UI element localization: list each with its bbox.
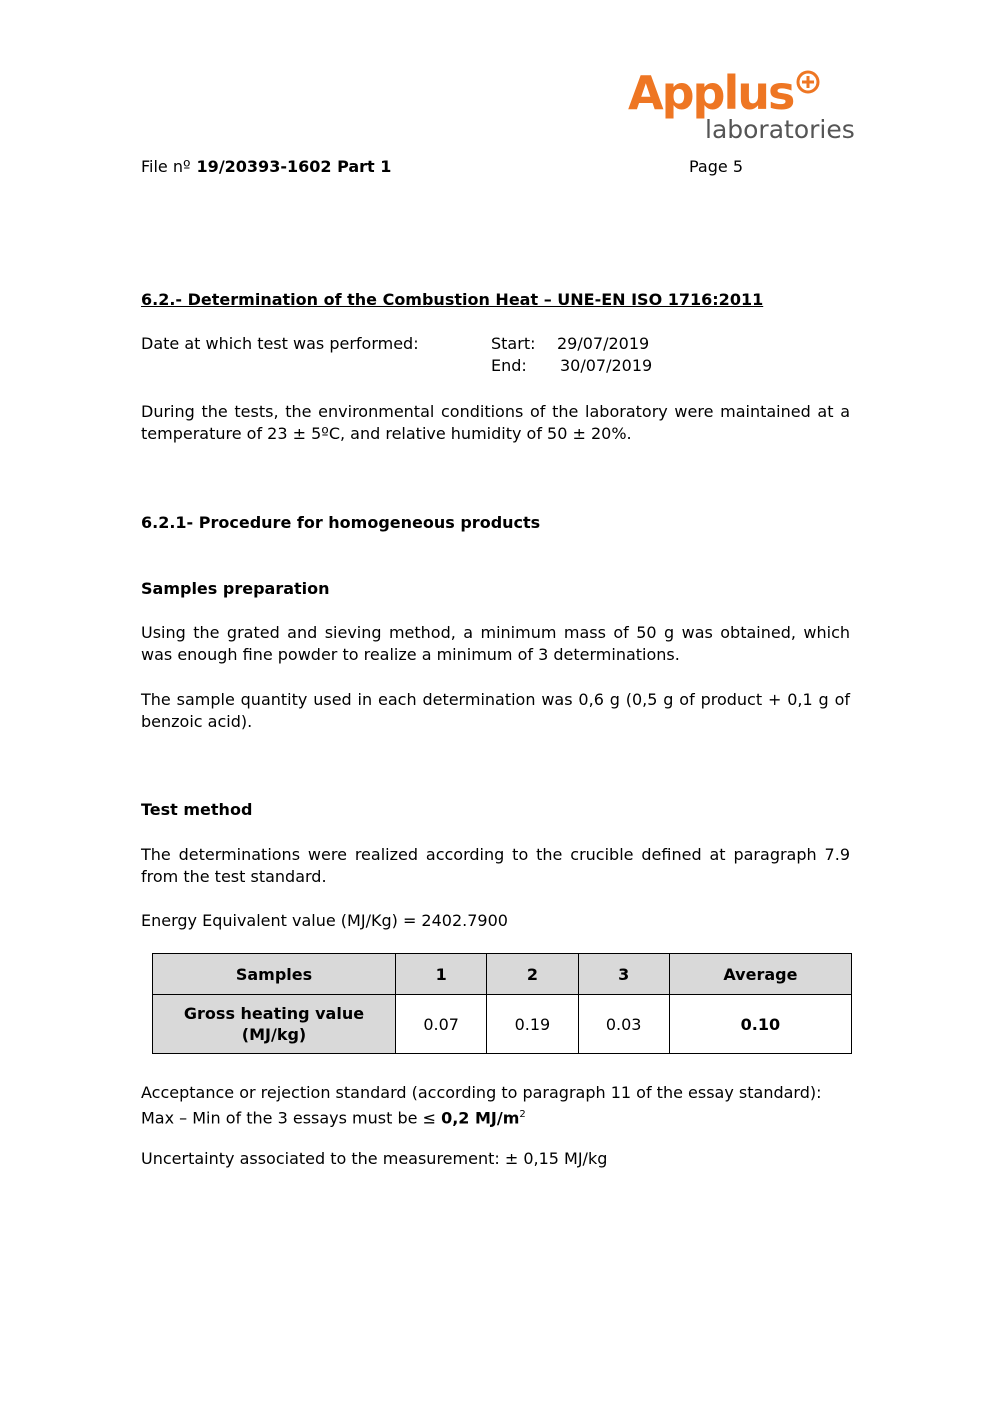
table-row (153, 995, 852, 1054)
file-label: File nº (141, 157, 191, 176)
table-header-cell: Samples (153, 954, 396, 995)
logo-main-text: Applus (628, 66, 794, 120)
applus-logo (628, 66, 858, 150)
row-label-line2: (MJ/kg) (241, 1025, 307, 1044)
row-label (153, 995, 396, 1054)
file-number-value: 19/20393-1602 Part 1 (196, 157, 392, 176)
end-date: 30/07/2019 (560, 356, 653, 375)
table-header-cell: 1 (396, 954, 487, 995)
acceptance-value: 0,2 MJ/m (441, 1108, 520, 1128)
section-title: 6.2.- Determination of the Combustion Heat – UNE-EN ISO 1716:2011 (141, 290, 764, 309)
test-method-text: The determinations were realized according to the crucible defined at paragraph 7.9 from the test standard. (141, 845, 850, 886)
end-label: End: (491, 356, 527, 375)
energy-equivalent-text: Energy Equivalent value (MJ/Kg) = 2402.7900 (141, 911, 508, 930)
start-date: 29/07/2019 (557, 334, 650, 353)
samples-prep-text-1: Using the grated and sieving method, a minimum mass of 50 g was obtained, which was enough fine powder to realize a minimum of 3 determinations. (141, 623, 850, 664)
page-number: Page 5 (689, 157, 743, 176)
acceptance-text-1: Acceptance or rejection standard (according to paragraph 11 of the essay standard): (141, 1083, 822, 1102)
table-header-cell: 2 (487, 954, 578, 995)
table-cell: 0.07 (396, 995, 487, 1054)
samples-prep-title: Samples preparation (141, 579, 330, 598)
acceptance-sup: 2 (519, 1109, 526, 1120)
test-method-title: Test method (141, 800, 253, 819)
average-cell: 0.10 (669, 995, 851, 1054)
row-label-line1: Gross heating value (183, 1004, 365, 1023)
table-header-cell: 3 (578, 954, 669, 995)
table-header-cell: Average (669, 954, 851, 995)
env-conditions-text: During the tests, the environmental conditions of the laboratory were maintained at a temperature of 23 ± 5ºC, and relative humidity of 50 ± 20%. (141, 402, 850, 443)
start-label: Start: (491, 334, 536, 353)
file-number (141, 157, 391, 176)
test-date-label: Date at which test was performed: (141, 334, 419, 353)
table-header-row (153, 954, 852, 995)
table-cell: 0.03 (578, 995, 669, 1054)
table-cell: 0.19 (487, 995, 578, 1054)
procedure-title: 6.2.1- Procedure for homogeneous products (141, 513, 541, 532)
results-table (152, 953, 852, 1054)
plus-icon (796, 70, 820, 94)
logo-sub-text: laboratories (705, 115, 855, 144)
acceptance-prefix: Max – Min of the 3 essays must be ≤ (141, 1108, 442, 1128)
acceptance-text-2 (141, 1104, 850, 1129)
uncertainty-text: Uncertainty associated to the measurement: ± 0,15 MJ/kg (141, 1149, 608, 1168)
samples-prep-text-2: The sample quantity used in each determination was 0,6 g (0,5 g of product + 0,1 g of benzoic acid). (141, 690, 850, 731)
